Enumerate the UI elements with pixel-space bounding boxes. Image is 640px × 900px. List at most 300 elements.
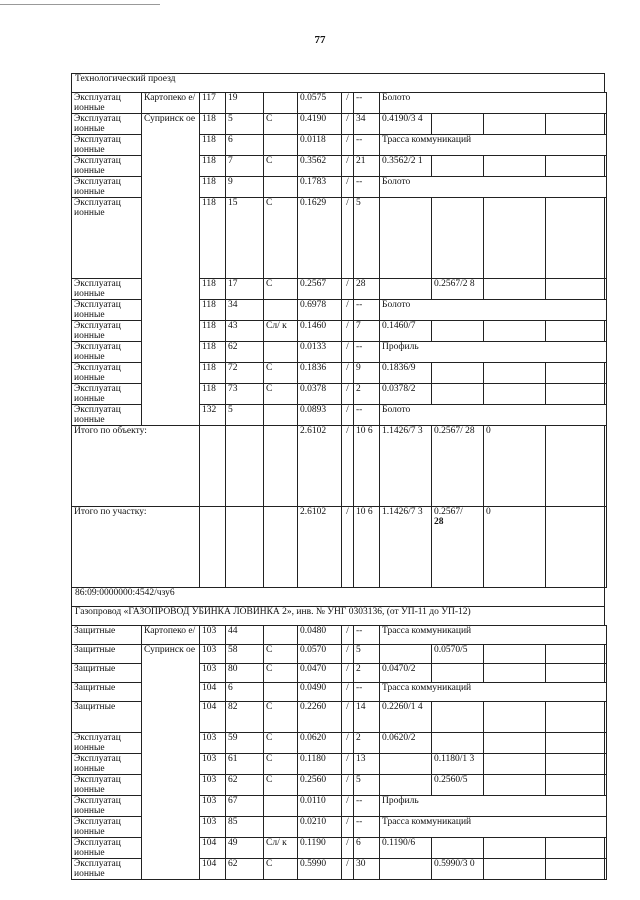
value-cell-2: 0.5990/3 0 <box>432 859 484 880</box>
value-cell-2 <box>432 384 484 405</box>
forest-table-sheet <box>71 73 607 880</box>
total-volume: 10 6 <box>354 507 380 588</box>
value-cell-5 <box>605 664 607 683</box>
type-cell <box>264 300 298 321</box>
area-cell: 0.2560 <box>298 775 342 796</box>
slash-cell: / <box>342 279 354 300</box>
value-cell-5 <box>605 733 607 754</box>
value-cell-4 <box>546 156 605 177</box>
total-value-3: 0 <box>484 426 546 507</box>
section-header: Технологический проезд <box>72 74 605 93</box>
category-cell: Эксплуатац ионные <box>72 279 142 300</box>
total-label: Итого по объекту: <box>72 426 200 507</box>
volume-cell: 2 <box>354 664 380 683</box>
value-cell-5 <box>605 754 607 775</box>
type-cell <box>264 796 298 817</box>
value-cell-5 <box>605 645 607 664</box>
plot-cell: 5 <box>226 114 264 135</box>
note-cell: Болото <box>380 93 607 114</box>
value-cell-1 <box>380 198 432 279</box>
value-cell-5 <box>605 156 607 177</box>
total-area: 2.6102 <box>298 507 342 588</box>
total-value-4 <box>546 507 605 588</box>
total-value-2-bold: 28 <box>434 517 444 527</box>
value-cell-1: 0.1836/9 <box>380 363 432 384</box>
value-cell-3 <box>484 114 546 135</box>
quarter-cell: 103 <box>200 796 226 817</box>
area-cell: 0.0490 <box>298 683 342 702</box>
category-cell: Эксплуатац ионные <box>72 733 142 754</box>
section-header-row <box>72 74 607 93</box>
plot-cell: 82 <box>226 702 264 733</box>
value-cell-5 <box>605 775 607 796</box>
quarter-cell: 104 <box>200 683 226 702</box>
quarter-cell: 104 <box>200 838 226 859</box>
value-cell-3 <box>484 775 546 796</box>
category-cell: Эксплуатац ионные <box>72 859 142 880</box>
area-cell: 0.3562 <box>298 156 342 177</box>
total-empty-t <box>264 507 298 588</box>
owner-cell-1: Картопеко е/ <box>142 626 200 645</box>
plot-cell: 58 <box>226 645 264 664</box>
slash-cell: / <box>342 683 354 702</box>
volume-cell: -- <box>354 135 380 156</box>
type-cell: С <box>264 363 298 384</box>
type-cell: С <box>264 733 298 754</box>
area-cell: 0.0133 <box>298 342 342 363</box>
type-cell: С <box>264 664 298 683</box>
value-cell-2: 0.1180/1 3 <box>432 754 484 775</box>
plot-cell: 62 <box>226 775 264 796</box>
type-cell <box>264 177 298 198</box>
table-row <box>72 114 607 135</box>
quarter-cell: 118 <box>200 342 226 363</box>
quarter-cell: 104 <box>200 702 226 733</box>
total-empty-p <box>226 507 264 588</box>
volume-cell: 21 <box>354 156 380 177</box>
page-number: 77 <box>314 34 326 46</box>
total-label: Итого по участку: <box>72 507 200 588</box>
type-cell <box>264 135 298 156</box>
value-cell-2 <box>432 733 484 754</box>
value-cell-3 <box>484 363 546 384</box>
note-cell: Трасса коммуникаций <box>380 135 607 156</box>
type-cell: С <box>264 859 298 880</box>
quarter-cell: 118 <box>200 384 226 405</box>
volume-cell: -- <box>354 405 380 426</box>
plot-cell: 6 <box>226 683 264 702</box>
slash-cell: / <box>342 838 354 859</box>
slash-cell: / <box>342 754 354 775</box>
slash-cell: / <box>342 177 354 198</box>
slash-cell: / <box>342 702 354 733</box>
plot-cell: 9 <box>226 177 264 198</box>
area-cell: 0.1460 <box>298 321 342 342</box>
value-cell-5 <box>605 279 607 300</box>
slash-cell: / <box>342 363 354 384</box>
category-cell: Защитные <box>72 664 142 683</box>
plot-cell: 44 <box>226 626 264 645</box>
value-cell-3 <box>484 754 546 775</box>
value-cell-5 <box>605 198 607 279</box>
owner-cell-1: Картопеко е/ <box>142 93 200 114</box>
category-cell: Эксплуатац ионные <box>72 754 142 775</box>
quarter-cell: 118 <box>200 300 226 321</box>
total-value-2: 0.2567/ 28 <box>432 507 484 588</box>
value-cell-5 <box>605 114 607 135</box>
value-cell-3 <box>484 664 546 683</box>
plot-cell: 17 <box>226 279 264 300</box>
slash-cell: / <box>342 817 354 838</box>
slash-cell: / <box>342 384 354 405</box>
area-cell: 0.0110 <box>298 796 342 817</box>
area-cell: 0.1836 <box>298 363 342 384</box>
quarter-cell: 118 <box>200 177 226 198</box>
total-empty-q <box>200 426 226 507</box>
total-value-2: 0.2567/ 28 <box>432 426 484 507</box>
plot-cell: 80 <box>226 664 264 683</box>
type-cell <box>264 405 298 426</box>
value-cell-5 <box>605 702 607 733</box>
value-cell-3 <box>484 702 546 733</box>
value-cell-3 <box>484 645 546 664</box>
area-cell: 0.1190 <box>298 838 342 859</box>
category-cell: Эксплуатац ионные <box>72 817 142 838</box>
type-cell: С <box>264 754 298 775</box>
category-cell: Эксплуатац ионные <box>72 321 142 342</box>
type-cell: С <box>264 384 298 405</box>
area-cell: 0.6978 <box>298 300 342 321</box>
quarter-cell: 118 <box>200 321 226 342</box>
type-cell <box>264 342 298 363</box>
volume-cell: 6 <box>354 838 380 859</box>
scan-artifact-line <box>0 4 160 5</box>
category-cell: Защитные <box>72 702 142 733</box>
value-cell-4 <box>546 321 605 342</box>
plot-cell: 7 <box>226 156 264 177</box>
value-cell-2 <box>432 156 484 177</box>
slash-cell: / <box>342 664 354 683</box>
volume-cell: 7 <box>354 321 380 342</box>
value-cell-2 <box>432 838 484 859</box>
quarter-cell: 104 <box>200 859 226 880</box>
cadastral-number: 86:09:0000000:4542/чзу6 <box>72 588 605 607</box>
value-cell-5 <box>605 859 607 880</box>
area-cell: 0.1783 <box>298 177 342 198</box>
value-cell-5 <box>605 321 607 342</box>
quarter-cell: 103 <box>200 754 226 775</box>
quarter-cell: 118 <box>200 363 226 384</box>
value-cell-1 <box>380 645 432 664</box>
forest-allocation-table <box>71 73 607 880</box>
volume-cell: -- <box>354 626 380 645</box>
type-cell <box>264 93 298 114</box>
volume-cell: 30 <box>354 859 380 880</box>
value-cell-4 <box>546 838 605 859</box>
volume-cell: 5 <box>354 645 380 664</box>
area-cell: 0.0620 <box>298 733 342 754</box>
value-cell-4 <box>546 645 605 664</box>
note-cell: Профиль <box>380 796 607 817</box>
plot-cell: 73 <box>226 384 264 405</box>
value-cell-2 <box>432 702 484 733</box>
value-cell-5 <box>605 384 607 405</box>
volume-cell: 5 <box>354 198 380 279</box>
total-value-4 <box>546 426 605 507</box>
area-cell: 0.2260 <box>298 702 342 733</box>
plot-cell: 49 <box>226 838 264 859</box>
value-cell-1: 0.0620/2 <box>380 733 432 754</box>
value-cell-4 <box>546 279 605 300</box>
total-empty-t <box>264 426 298 507</box>
area-cell: 0.0210 <box>298 817 342 838</box>
plot-cell: 15 <box>226 198 264 279</box>
note-cell: Болото <box>380 300 607 321</box>
total-value-3: 0 <box>484 507 546 588</box>
value-cell-2 <box>432 321 484 342</box>
pipeline-header-row <box>72 607 607 626</box>
value-cell-2: 0.2567/2 8 <box>432 279 484 300</box>
volume-cell: -- <box>354 817 380 838</box>
type-cell: С <box>264 775 298 796</box>
volume-cell: 2 <box>354 733 380 754</box>
total-value-1: 1.1426/7 3 <box>380 507 432 588</box>
total-site-row <box>72 507 607 588</box>
value-cell-4 <box>546 114 605 135</box>
slash-cell: / <box>342 93 354 114</box>
value-cell-2: 0.2560/5 <box>432 775 484 796</box>
plot-cell: 19 <box>226 93 264 114</box>
value-cell-4 <box>546 363 605 384</box>
category-cell: Эксплуатац ионные <box>72 93 142 114</box>
area-cell: 0.2567 <box>298 279 342 300</box>
total-value-5 <box>605 426 607 507</box>
volume-cell: 13 <box>354 754 380 775</box>
category-cell: Эксплуатац ионные <box>72 796 142 817</box>
value-cell-4 <box>546 384 605 405</box>
value-cell-4 <box>546 859 605 880</box>
volume-cell: -- <box>354 300 380 321</box>
table-row <box>72 645 607 664</box>
type-cell: Сл/ к <box>264 838 298 859</box>
value-cell-4 <box>546 198 605 279</box>
value-cell-3 <box>484 838 546 859</box>
plot-cell: 62 <box>226 859 264 880</box>
volume-cell: 9 <box>354 363 380 384</box>
value-cell-1 <box>380 754 432 775</box>
type-cell <box>264 626 298 645</box>
volume-cell: -- <box>354 93 380 114</box>
value-cell-1: 0.1460/7 <box>380 321 432 342</box>
plot-cell: 67 <box>226 796 264 817</box>
value-cell-3 <box>484 156 546 177</box>
category-cell: Защитные <box>72 683 142 702</box>
note-cell: Болото <box>380 405 607 426</box>
slash-cell: / <box>342 114 354 135</box>
area-cell: 0.0893 <box>298 405 342 426</box>
owner-cell-2: Супринск ое <box>142 114 200 426</box>
quarter-cell: 118 <box>200 279 226 300</box>
value-cell-5 <box>605 838 607 859</box>
total-value-1: 1.1426/7 3 <box>380 426 432 507</box>
total-area: 2.6102 <box>298 426 342 507</box>
value-cell-2 <box>432 198 484 279</box>
area-cell: 0.0480 <box>298 626 342 645</box>
volume-cell: 5 <box>354 775 380 796</box>
plot-cell: 61 <box>226 754 264 775</box>
value-cell-4 <box>546 754 605 775</box>
quarter-cell: 103 <box>200 817 226 838</box>
quarter-cell: 118 <box>200 114 226 135</box>
plot-cell: 34 <box>226 300 264 321</box>
total-empty-q <box>200 507 226 588</box>
plot-cell: 72 <box>226 363 264 384</box>
value-cell-1: 0.0378/2 <box>380 384 432 405</box>
value-cell-4 <box>546 664 605 683</box>
value-cell-2: 0.0570/5 <box>432 645 484 664</box>
category-cell: Эксплуатац ионные <box>72 363 142 384</box>
plot-cell: 62 <box>226 342 264 363</box>
category-cell: Защитные <box>72 645 142 664</box>
value-cell-1 <box>380 775 432 796</box>
value-cell-3 <box>484 279 546 300</box>
note-cell: Болото <box>380 177 607 198</box>
quarter-cell: 118 <box>200 198 226 279</box>
total-slash: / <box>342 507 354 588</box>
total-slash: / <box>342 426 354 507</box>
quarter-cell: 103 <box>200 775 226 796</box>
table-row <box>72 626 607 645</box>
total-empty-p <box>226 426 264 507</box>
volume-cell: 28 <box>354 279 380 300</box>
total-object-row <box>72 426 607 507</box>
value-cell-4 <box>546 733 605 754</box>
category-cell: Эксплуатац ионные <box>72 114 142 135</box>
owner-cell-2: Супринск ое <box>142 645 200 880</box>
area-cell: 0.0575 <box>298 93 342 114</box>
cadastral-number-row <box>72 588 607 607</box>
area-cell: 0.0118 <box>298 135 342 156</box>
slash-cell: / <box>342 156 354 177</box>
slash-cell: / <box>342 796 354 817</box>
type-cell: С <box>264 702 298 733</box>
volume-cell: 34 <box>354 114 380 135</box>
value-cell-2 <box>432 664 484 683</box>
slash-cell: / <box>342 405 354 426</box>
slash-cell: / <box>342 626 354 645</box>
area-cell: 0.0378 <box>298 384 342 405</box>
category-cell: Эксплуатац ионные <box>72 405 142 426</box>
value-cell-1 <box>380 279 432 300</box>
plot-cell: 6 <box>226 135 264 156</box>
value-cell-3 <box>484 321 546 342</box>
area-cell: 0.5990 <box>298 859 342 880</box>
type-cell: С <box>264 198 298 279</box>
volume-cell: 14 <box>354 702 380 733</box>
note-cell: Трасса коммуникаций <box>380 626 607 645</box>
value-cell-1: 0.1190/6 <box>380 838 432 859</box>
category-cell: Эксплуатац ионные <box>72 384 142 405</box>
plot-cell: 59 <box>226 733 264 754</box>
type-cell: Сл/ к <box>264 321 298 342</box>
type-cell: С <box>264 156 298 177</box>
type-cell: С <box>264 645 298 664</box>
area-cell: 0.1629 <box>298 198 342 279</box>
note-cell: Трасса коммуникаций <box>380 817 607 838</box>
slash-cell: / <box>342 645 354 664</box>
category-cell: Эксплуатац ионные <box>72 775 142 796</box>
value-cell-3 <box>484 859 546 880</box>
pipeline-header: Газопровод «ГАЗОПРОВОД УБИНКА ЛОВИНКА 2», инв. № УНГ 0303136, (от УП-11 до УП-12) <box>72 607 605 626</box>
category-cell: Эксплуатац ионные <box>72 135 142 156</box>
note-cell: Трасса коммуникаций <box>380 683 607 702</box>
quarter-cell: 103 <box>200 626 226 645</box>
quarter-cell: 103 <box>200 645 226 664</box>
type-cell <box>264 817 298 838</box>
slash-cell: / <box>342 321 354 342</box>
quarter-cell: 117 <box>200 93 226 114</box>
plot-cell: 85 <box>226 817 264 838</box>
category-cell: Защитные <box>72 626 142 645</box>
value-cell-4 <box>546 775 605 796</box>
value-cell-3 <box>484 198 546 279</box>
value-cell-1 <box>380 859 432 880</box>
category-cell: Эксплуатац ионные <box>72 177 142 198</box>
quarter-cell: 103 <box>200 733 226 754</box>
category-cell: Эксплуатац ионные <box>72 198 142 279</box>
value-cell-3 <box>484 733 546 754</box>
slash-cell: / <box>342 342 354 363</box>
category-cell: Эксплуатац ионные <box>72 156 142 177</box>
slash-cell: / <box>342 300 354 321</box>
value-cell-5 <box>605 363 607 384</box>
value-cell-1: 0.3562/2 1 <box>380 156 432 177</box>
category-cell: Эксплуатац ионные <box>72 838 142 859</box>
total-value-5 <box>605 507 607 588</box>
type-cell: С <box>264 114 298 135</box>
value-cell-1: 0.4190/3 4 <box>380 114 432 135</box>
slash-cell: / <box>342 135 354 156</box>
category-cell: Эксплуатац ионные <box>72 300 142 321</box>
quarter-cell: 118 <box>200 156 226 177</box>
value-cell-1: 0.0470/2 <box>380 664 432 683</box>
slash-cell: / <box>342 775 354 796</box>
volume-cell: -- <box>354 342 380 363</box>
area-cell: 0.0570 <box>298 645 342 664</box>
area-cell: 0.0470 <box>298 664 342 683</box>
value-cell-1: 0.2260/1 4 <box>380 702 432 733</box>
plot-cell: 43 <box>226 321 264 342</box>
volume-cell: -- <box>354 683 380 702</box>
value-cell-4 <box>546 702 605 733</box>
slash-cell: / <box>342 859 354 880</box>
note-cell: Профиль <box>380 342 607 363</box>
value-cell-2 <box>432 363 484 384</box>
value-cell-3 <box>484 384 546 405</box>
value-cell-2 <box>432 114 484 135</box>
category-cell: Эксплуатац ионные <box>72 342 142 363</box>
quarter-cell: 103 <box>200 664 226 683</box>
volume-cell: 2 <box>354 384 380 405</box>
area-cell: 0.4190 <box>298 114 342 135</box>
area-cell: 0.1180 <box>298 754 342 775</box>
plot-cell: 5 <box>226 405 264 426</box>
slash-cell: / <box>342 198 354 279</box>
quarter-cell: 118 <box>200 135 226 156</box>
volume-cell: -- <box>354 796 380 817</box>
quarter-cell: 132 <box>200 405 226 426</box>
table-row <box>72 93 607 114</box>
